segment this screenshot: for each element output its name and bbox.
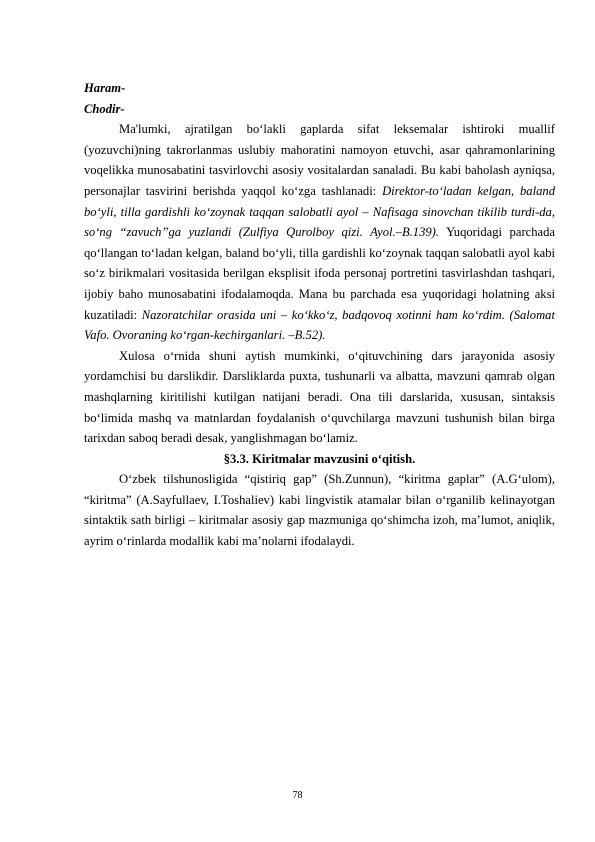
- paragraph-kiritmalar: O‘zbek tilshunosligida “qistiriq gap” (Sh.Zunnun), “kiritma gaplar” (A.G‘ulom), “kiritma” (A.Sayfullaev, I.Toshaliev) kabi lingvistik atamalar bilan o‘rganilib kelinayotgan sintaktik sath birligi – kiritmalar asosiy gap mazmuniga qo‘shimcha izoh, ma’lumot, aniqlik, ayrim o‘rinlarda modallik kabi ma’nolarni ifodalaydi.: [84, 472, 555, 549]
- page-number: 78: [292, 790, 303, 801]
- header-haram: Haram-: [84, 81, 126, 95]
- paragraph1-text-a: Ma'lumki, ajratilgan bo‘lakli gaplarda sifat leksemalar ishtiroki muallif (yozuvchi)ning takrorlanmas uslubiy mahoratini namoyon etuvchi, asar qahramonlarining voqelikka munosabatini tasvirlovchi asosiy vositalardan sanaladi. Bu kabi baholash ayniqsa, personajlar tasvirini berishda yaqqol ko‘zga tashlanadi:: [84, 122, 555, 198]
- document-page: [84, 78, 555, 552]
- header-chodir: Chodir-: [84, 101, 125, 116]
- quote-director: Direktor-to‘ladan kelgan, baland bo‘yli, tilla gardishli ko‘zoynak taqqan salobatli ayol – Nafisaga sinovchan tikilib turdi-da, so‘ng “zavuch”ga yuzlandi (Zulfiya Qurolboy qizi. Ayol.–B.139).: [84, 183, 555, 240]
- paragraph-adjective-lexemes: [84, 119, 555, 346]
- section-heading: §3.3. Kiritmalar mavzusini o‘qitish.: [223, 451, 416, 466]
- quote-nazoratchilar: Nazoratchilar orasida uni – ko‘kko‘z, badqovoq xotinni ham ko‘rdim. (Salomat Vafo. Ovoraning ko‘rgan-kechirganlari. –B.52).: [84, 307, 555, 343]
- paragraph-conclusion: Xulosa o‘rnida shuni aytish mumkinki, o‘qituvchining dars jarayonida asosiy yordamchisi bu darslikdir. Darsliklarda puxta, tushunarli va albatta, mavzuni qamrab olgan mashqlarning kiritilishi kutilgan natijani beradi. Ona tili darslarida, xususan, sintaksis bo‘limida mashq va matnlardan foydalanish o‘quvchilarga mavzuni tushunish bilan birga tarixdan saboq beradi desak, yanglishmagan bo‘lamiz.: [84, 348, 555, 446]
- paragraph1-text-b: Yuqoridagi parchada qo‘llangan to‘ladan kelgan, baland bo‘yli, tilla gardishli ko‘zoynak taqqan salobatli ayol kabi so‘z birikmalari vositasida berilgan eksplisit ifoda personaj portretini tasvirlashdan tashqari, ijobiy baho munosabatini ifodalamoqda. Mana bu parchada esa yuqoridagi holatning aksi kuzatiladi:: [84, 225, 555, 322]
